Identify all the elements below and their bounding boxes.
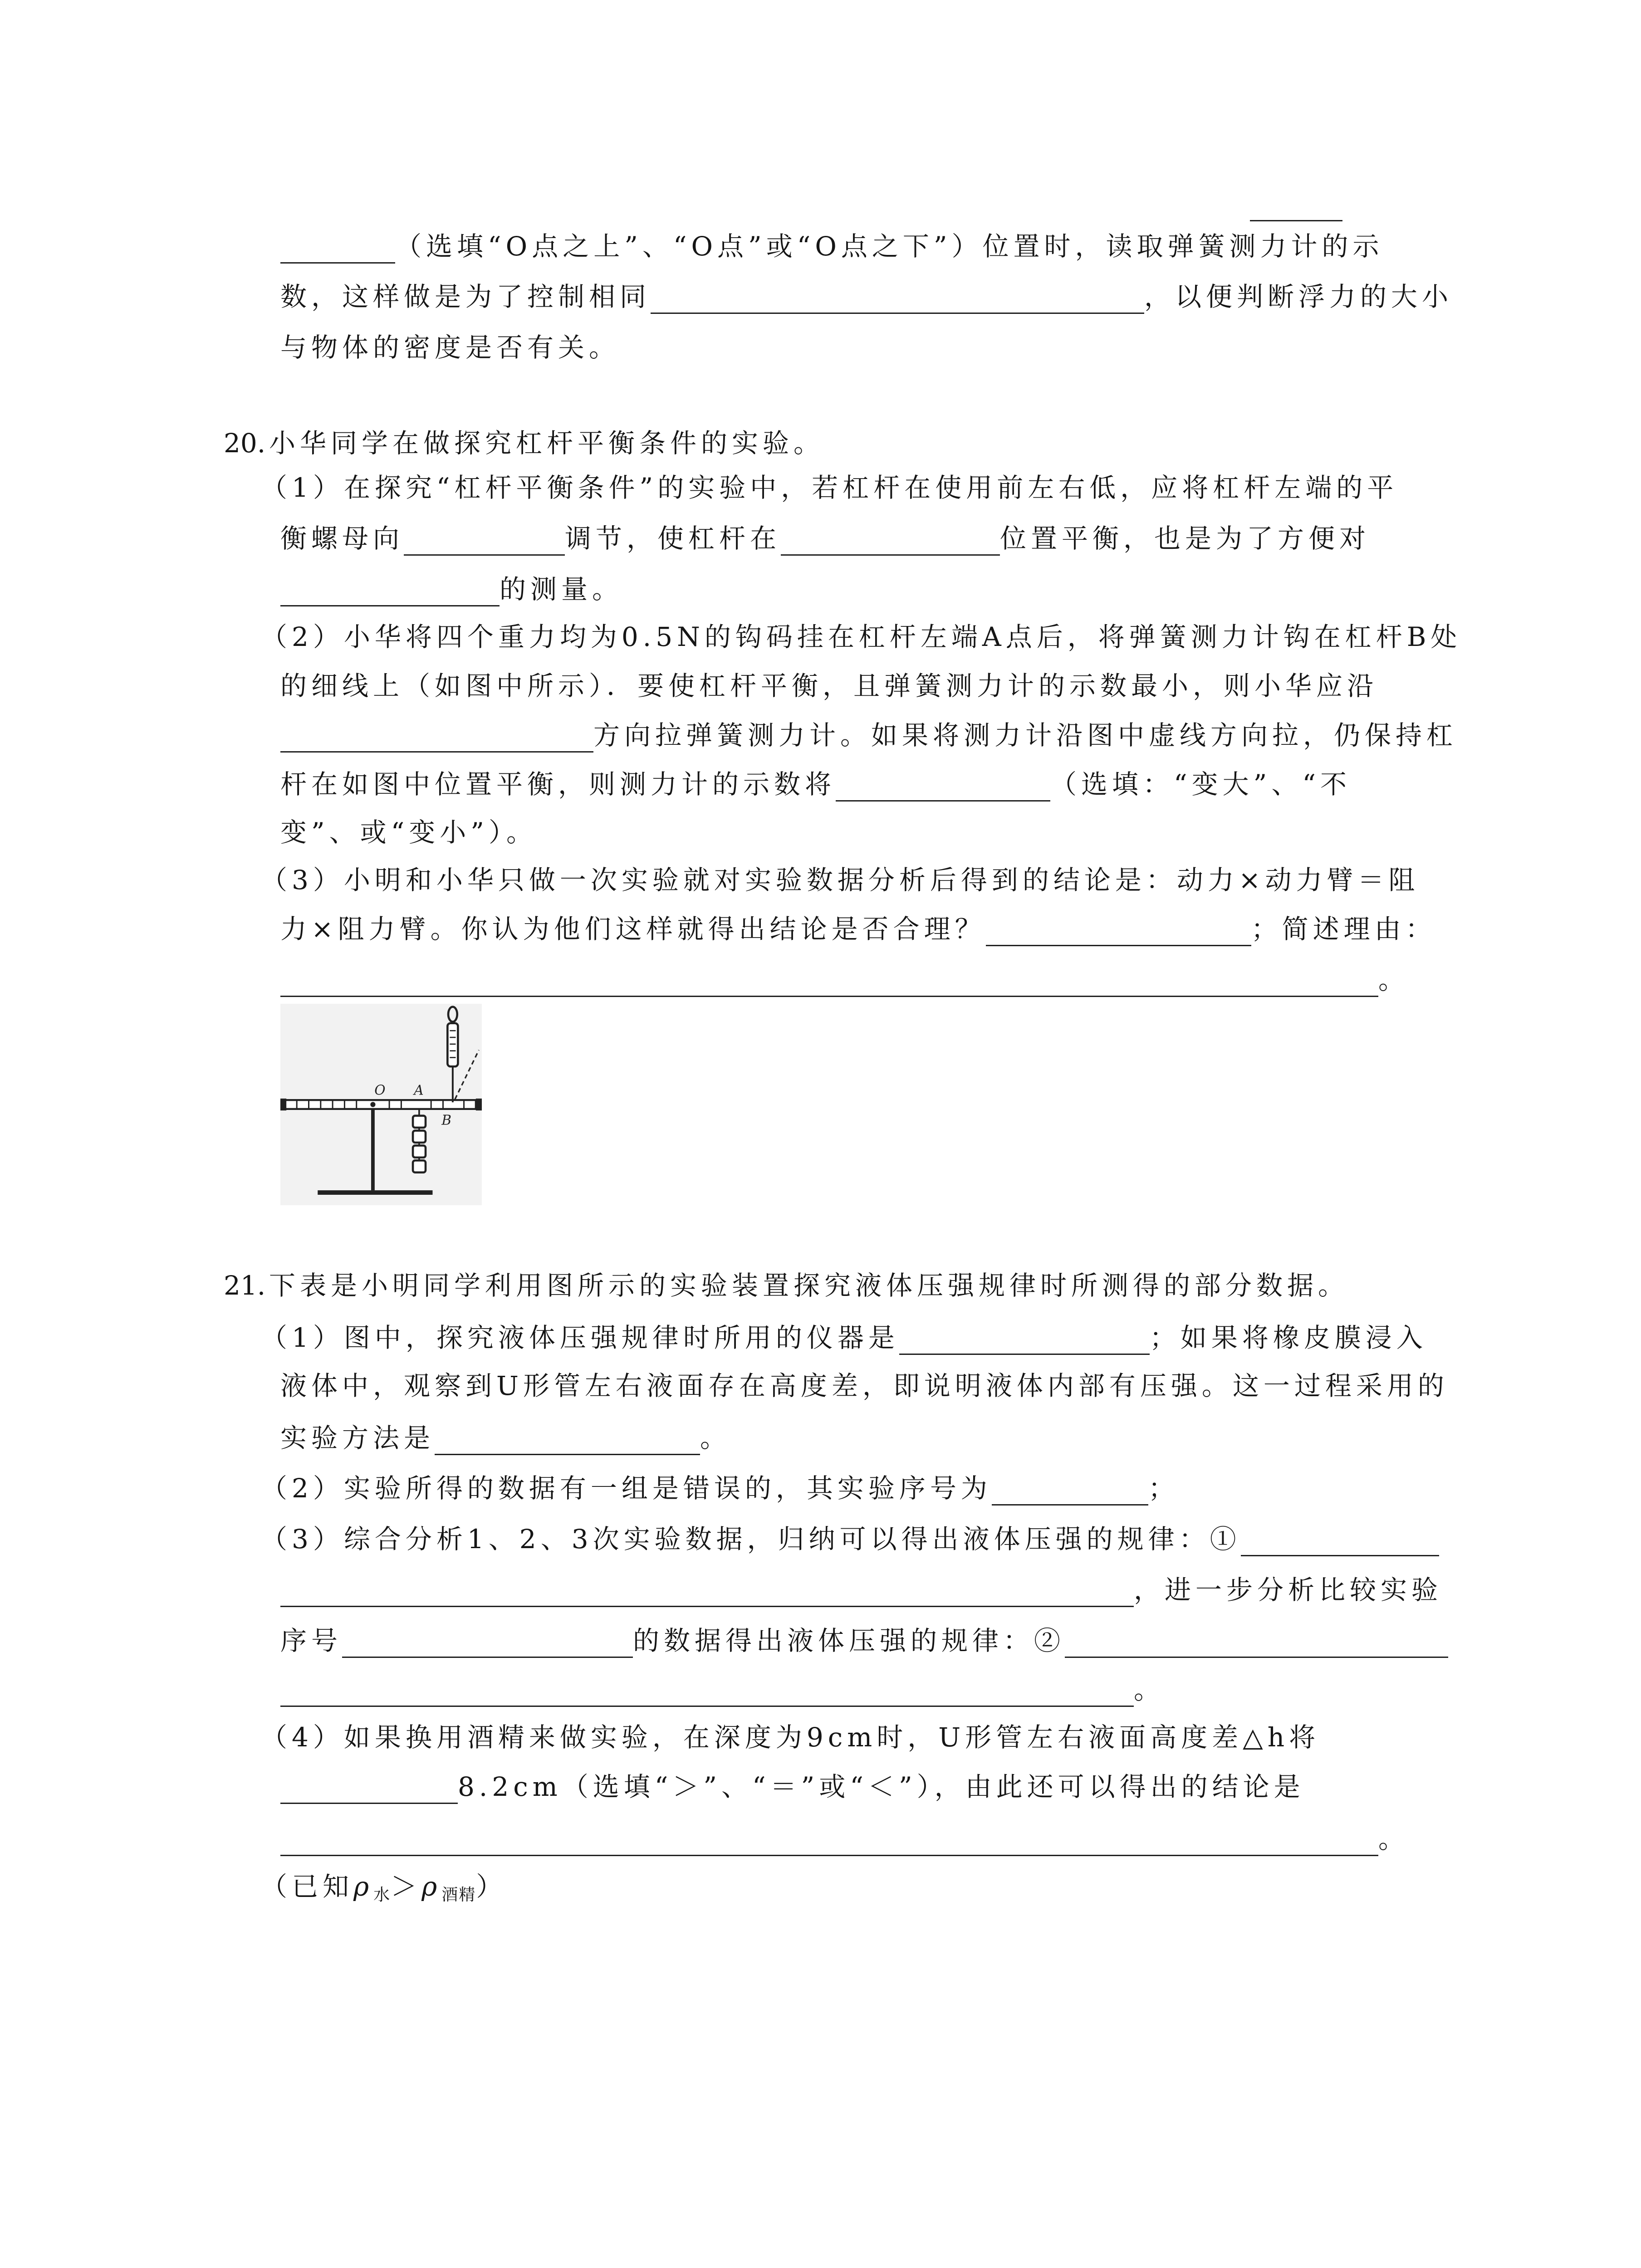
answer-blank: [280, 1821, 1378, 1856]
question-text: （选填：“变大”、“不: [1050, 769, 1351, 800]
q21-part2-line1: [261, 1470, 1179, 1506]
carryover-text: 数，这样做是为了控制相同: [280, 281, 651, 312]
question-text: ；: [1148, 1473, 1179, 1504]
question-20-stem: [224, 425, 824, 461]
q21-part3-line1: [261, 1521, 1439, 1557]
question-text: ；如果将橡皮膜浸入: [1149, 1322, 1427, 1353]
question-text: （4）如果换用酒精来做实验，在深度为9cm时，U形管左右液面高度差△h将: [261, 1722, 1320, 1753]
q20-part3-line3: [280, 962, 1409, 998]
q21-part1-line3: [280, 1420, 731, 1456]
greater-than-sign: ＞: [391, 1871, 422, 1902]
question-text: 。: [1134, 1674, 1165, 1705]
question-text: 衡螺母向: [280, 523, 404, 554]
q21-part1-line2: [280, 1368, 1449, 1404]
answer-blank: [435, 1420, 700, 1455]
note-text: ）: [476, 1871, 507, 1902]
hook-weight: [413, 1131, 426, 1143]
q21-part4-line2: [280, 1769, 1305, 1805]
carryover-text: ，以便判断浮力的大小: [1144, 281, 1453, 312]
question-text: 。: [1378, 964, 1410, 995]
answer-blank: [992, 1470, 1148, 1505]
lever-bar: [285, 1100, 476, 1109]
answer-blank: [781, 520, 1000, 556]
q20-part3-line2: [280, 911, 1436, 947]
spring-scale-body: [447, 1023, 458, 1066]
question-text: 8.2cm（选填“＞”、“＝”或“＜”），由此还可以得出的结论是: [458, 1771, 1305, 1802]
question-text: 调节，使杠杆在: [565, 523, 781, 554]
question-text: 的测量。: [500, 574, 623, 605]
q20-part3-line1: [261, 862, 1420, 898]
question-text: 下表是小明同学利用图所示的实验装置探究液体压强规律时所测得的部分数据。: [269, 1270, 1349, 1301]
question-text: （1）在探究“杠杆平衡条件”的实验中，若杠杆在使用前左右低，应将杠杆左端的平: [261, 472, 1398, 503]
question-text: 。: [1378, 1823, 1410, 1854]
answer-blank: [404, 520, 565, 556]
question-text: 力×阻力臂。你认为他们这样就得出结论是否合理？: [280, 914, 986, 944]
question-text: （1）图中，探究液体压强规律时所用的仪器是: [261, 1322, 899, 1353]
hook-weight: [413, 1160, 426, 1172]
question-text: 的细线上（如图中所示）．要使杠杆平衡，且弹簧测力计的示数最小，则小华应沿: [280, 670, 1378, 701]
answer-blank: [280, 1672, 1134, 1707]
question-text: 杆在如图中位置平衡，则测力计的示数将: [280, 769, 836, 800]
q20-part1-line2: [280, 520, 1370, 557]
q20-part1-line3: [280, 571, 623, 607]
q21-part4-note: [261, 1868, 507, 1905]
q20-part2-line2: [280, 668, 1378, 704]
question-text: ；简述理由：: [1251, 914, 1436, 944]
question-text: ，进一步分析比较实验: [1134, 1574, 1443, 1605]
answer-blank: [1065, 1623, 1448, 1658]
carryover-line-1: [280, 228, 1384, 264]
subscript-alcohol: 酒精: [441, 1886, 476, 1904]
question-text: （2）实验所得的数据有一组是错误的，其实验序号为: [261, 1473, 992, 1504]
question-text: 变”、或“变小”）。: [280, 817, 537, 848]
q20-part2-line5: [280, 814, 537, 850]
note-text: （已知: [261, 1871, 354, 1902]
label-b: B: [441, 1112, 451, 1128]
answer-blank: [342, 1623, 633, 1658]
q20-part2-line1: [261, 619, 1461, 655]
question-text: 实验方法是: [280, 1422, 435, 1453]
pivot-point: [370, 1102, 375, 1107]
question-text: 。: [700, 1422, 731, 1453]
answer-blank: [899, 1320, 1150, 1355]
answer-blank: [1250, 220, 1342, 221]
question-text: 序号: [280, 1625, 343, 1656]
question-text: （3）小明和小华只做一次实验就对实验数据分析后得到的结论是：动力×动力臂＝阻: [261, 865, 1420, 895]
answer-blank: [280, 962, 1378, 997]
rho-symbol: ρ: [353, 1871, 374, 1902]
rho-symbol: ρ: [421, 1871, 442, 1902]
stand-base: [318, 1190, 432, 1195]
q21-part4-line1: [261, 1719, 1320, 1755]
q21-part1-line1: [261, 1320, 1427, 1356]
answer-blank: [651, 279, 1144, 314]
question-text: 液体中，观察到U形管左右液面存在高度差，即说明液体内部有压强。这一过程采用的: [280, 1370, 1449, 1401]
q20-part1-line1: [261, 469, 1398, 506]
carryover-text: （选填“O点之上”、“O点”或“O点之下”）位置时，读取弹簧测力计的示: [395, 231, 1384, 262]
lever-experiment-figure: [280, 1004, 482, 1205]
question-21-stem: [224, 1267, 1349, 1304]
answer-blank: [1241, 1521, 1439, 1556]
subscript-water: 水: [373, 1886, 391, 1904]
answer-blank: [280, 717, 593, 753]
label-a: A: [414, 1082, 424, 1098]
answer-blank: [280, 1572, 1134, 1607]
question-text: 的数据得出液体压强的规律：②: [633, 1625, 1065, 1656]
lever-left-knob: [280, 1099, 286, 1110]
lever-right-knob: [476, 1099, 482, 1110]
answer-blank: [280, 1769, 458, 1804]
label-o: O: [374, 1082, 386, 1098]
question-text: 小华同学在做探究杠杆平衡条件的实验。: [269, 428, 825, 459]
q20-part2-line3: [280, 717, 1457, 753]
q21-part3-line2: [280, 1572, 1442, 1608]
q21-part3-line4: [280, 1672, 1165, 1708]
question-text: 位置平衡，也是为了方便对: [1000, 523, 1371, 554]
answer-blank: [280, 571, 500, 606]
answer-blank: [280, 228, 395, 264]
q21-part3-line3: [280, 1623, 1448, 1659]
q21-part4-line3: [280, 1821, 1409, 1857]
question-text: （3）综合分析1、2、3次实验数据，归纳可以得出液体压强的规律：①: [261, 1524, 1241, 1554]
answer-blank: [986, 911, 1251, 946]
carryover-text: 与物体的密度是否有关。: [280, 332, 620, 363]
hook-weight: [413, 1145, 426, 1157]
q20-part2-line4: [280, 766, 1351, 802]
question-number: 20.: [224, 428, 266, 459]
question-text: （2）小华将四个重力均为0.5N的钩码挂在杠杆左端A点后，将弹簧测力计钩在杠杆B处: [261, 621, 1462, 652]
question-number: 21.: [224, 1270, 266, 1301]
question-text: 方向拉弹簧测力计。如果将测力计沿图中虚线方向拉，仍保持杠: [593, 720, 1458, 751]
answer-blank: [836, 766, 1050, 802]
carryover-line-3: [280, 329, 620, 366]
carryover-line-2: [280, 279, 1453, 315]
hook-weight: [413, 1116, 426, 1128]
